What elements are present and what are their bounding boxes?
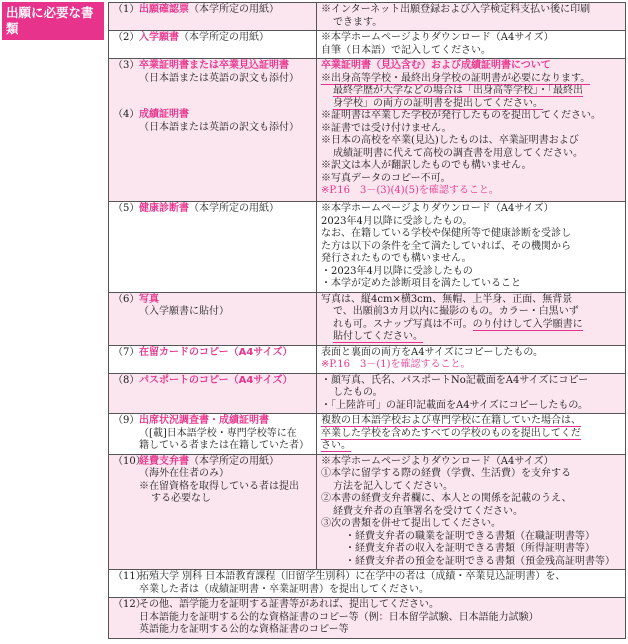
table-row [109,570,626,598]
item-desc: れも可。スナップ写真は不可。 [333,318,473,330]
item-title: 入学願書 [139,32,179,43]
item-desc: 自筆（日本語）で記入してください。 [321,44,491,56]
item-desc: ②本書の経費支弁者欄に、本人との関係を記載のうえ、 [321,493,572,504]
item-desc: 卒業した者は（成績証明書・卒業証明書）を提出してください。 [139,583,429,595]
item-title: 出席状況調査書・成績証明書 [139,415,269,426]
item-note: （日本語または英語の訳文も添付） [139,121,299,133]
item-desc-heading: 卒業証明書（見込含む）および成績証明書について [321,60,551,71]
table-row [109,3,626,31]
item-desc-emphasis: のり付けして入学願書に [472,318,583,330]
item-desc-emphasis: 複数の日本語学校および専門学校に在籍していた場合は、 [321,415,581,426]
table-row [109,292,626,345]
item-desc: なお、在籍している学校や保健所等で健康診断を受診し [321,228,571,239]
item-desc: 成績証明書に代えて高校の調査書を用意してください。 [333,147,583,159]
table-row [109,59,626,202]
item-desc-reference: ※P.16 3－(3)(4)(5)を確認すること。 [321,185,499,196]
item-desc: ①本学に留学する際の経費（学費、生活費）を支弁する [321,468,571,479]
item-desc: できます。 [333,16,383,28]
item-desc: 最終学歴が大学などの場合は「出身高等学校」・「最終出 [333,85,583,96]
item-number: （9） [113,415,140,426]
item-desc: 表面と裏面の両方をA4サイズにコピーしたもの。 [321,346,543,358]
item-title: パスポートのコピー（A4サイズ） [139,374,293,386]
item-desc: ・経費支弁者の収入を証明できる書類（所得証明書等） [345,543,595,554]
item-desc: 日本語能力を証明する公的な資格証書のコピー等（例：日本留学試験、日本語能力試験） [139,611,539,623]
item-number: （2） [113,32,140,43]
table-row [109,598,626,639]
item-desc: ③次の書類を併せて提出してください。 [321,518,501,529]
item-desc: 身学校」の両方の証明書を提出してください。 [333,97,543,109]
item-desc: 経費支弁者の直筆署名を受けてください。 [333,505,523,517]
table-row [109,373,626,414]
item-number: （5） [113,203,140,214]
item-desc: ※訳文は本人が翻訳したものでも構いません。 [321,160,532,171]
item-note: （海外在住者のみ） [139,468,229,479]
table-row [109,202,626,293]
item-title: 在留カードのコピー（A4サイズ） [139,346,293,358]
item-desc: 発行されたものでも構いません。 [321,253,472,264]
table-row [109,345,626,373]
item-number: （4） [113,109,140,120]
item-desc: ・経費支弁者の預金を証明できる書類（預金残高証明書等） [345,555,615,567]
item-note: （日本語または英語の訳文も添付） [139,72,299,84]
item-title: 経費支弁書 [139,455,189,467]
item-desc: ・本学が定めた診断項目を満たしていること [321,278,521,289]
item-desc: ※本学ホームページよりダウンロード（A4サイズ） [321,32,554,43]
item-note: （入学願書に貼付） [139,306,229,317]
table-row [109,454,626,570]
item-note: （[載]日本語学校・専門学校等に在 [139,427,297,439]
item-title: 出願確認票 [139,4,189,15]
item-desc: ※出身高等学校・最終出身学校の証明書が必要になります。 [321,72,591,84]
item-desc: したもの。 [333,387,383,398]
item-desc: 拓殖大学 別科 日本語教育課程（旧留学生別科）に在学中の者は（成績・卒業見込証明書）を、 [139,571,566,582]
table-row [109,414,626,455]
item-desc: ※本学ホームページよりダウンロード（A4サイズ） [321,203,554,214]
item-number: （1） [113,4,140,15]
item-note: 籍している者または在籍していた者） [139,440,309,451]
item-title: 健康診断書 [139,203,189,214]
item-number: （6） [113,293,140,305]
item-desc: 2023年4月以降に受診したもの。 [321,215,473,227]
item-desc-emphasis: 卒業した学校を含めたすべての学校のものを提出してくだ [321,427,581,439]
item-desc: で、出願前3カ月以内に撮影のもの。カラー・白黒いず [333,306,579,317]
item-desc: ・2023年4月以降に受診したもの [321,265,473,277]
item-desc-emphasis: 貼付してください。 [333,331,423,342]
item-title: 写真 [139,293,159,305]
item-number: （10） [113,455,146,467]
item-desc: ※本学ホームページよりダウンロード（A4サイズ） [321,455,554,467]
item-desc: 方法を記入してください。 [333,480,453,492]
item-desc: ・経費支弁者の職業を証明できる書類（在職証明書等） [345,530,595,542]
item-desc: ※写真データのコピー不可。 [321,172,451,184]
item-desc: た方は以下の条件を全て満たしていれば、その機関から [321,240,571,252]
item-number: （3） [113,60,140,71]
item-title: 成績証明書 [139,109,189,120]
item-note: する必要なし [151,493,211,504]
item-note: （本学所定の用紙） [179,32,269,43]
item-number: （12） [113,599,146,610]
item-desc: ※インターネット出願登録および入学検定料支払い後に印刷 [321,4,591,15]
item-note: ※在留資格を取得している者は提出 [139,480,299,492]
item-desc-reference: ※P.16 3－(1)を確認すること。 [321,359,471,370]
item-note: （本学所定の用紙） [189,455,279,467]
item-desc: 写真は、縦4cm×横3cm、無帽、上半身、正面、無背景 [321,293,573,305]
item-desc: その他、語学能力を証明する証書等があれば、提出してください。 [139,599,439,610]
section-label: 出願に必要な書類 [2,2,104,40]
item-number: （7） [113,346,140,358]
item-note: （本学所定の用紙） [189,4,279,15]
table-row [109,31,626,59]
item-desc: ※日本の高校を卒業(見込)したものは、卒業証明書および [321,135,579,146]
item-desc-emphasis: さい。 [321,440,351,451]
item-number: （8） [113,374,140,386]
item-note: （本学所定の用紙） [189,203,279,214]
item-number: （11） [113,571,146,582]
item-desc: ※証書では受け付けません。 [321,122,452,134]
required-documents-table [108,2,626,639]
item-desc: ・「上陸許可」の証印記載面をA4サイズにコピーしたもの。 [321,399,588,411]
item-title: 卒業証明書または卒業見込証明書 [139,60,289,71]
item-desc: ・顔写真、氏名、パスポートNo記載面をA4サイズにコピー [321,374,589,386]
item-desc: ※証明書は卒業した学校が発行したものを提出してください。 [321,110,601,121]
item-desc: 英語能力を証明する公的な資格証書のコピー等 [139,624,349,635]
